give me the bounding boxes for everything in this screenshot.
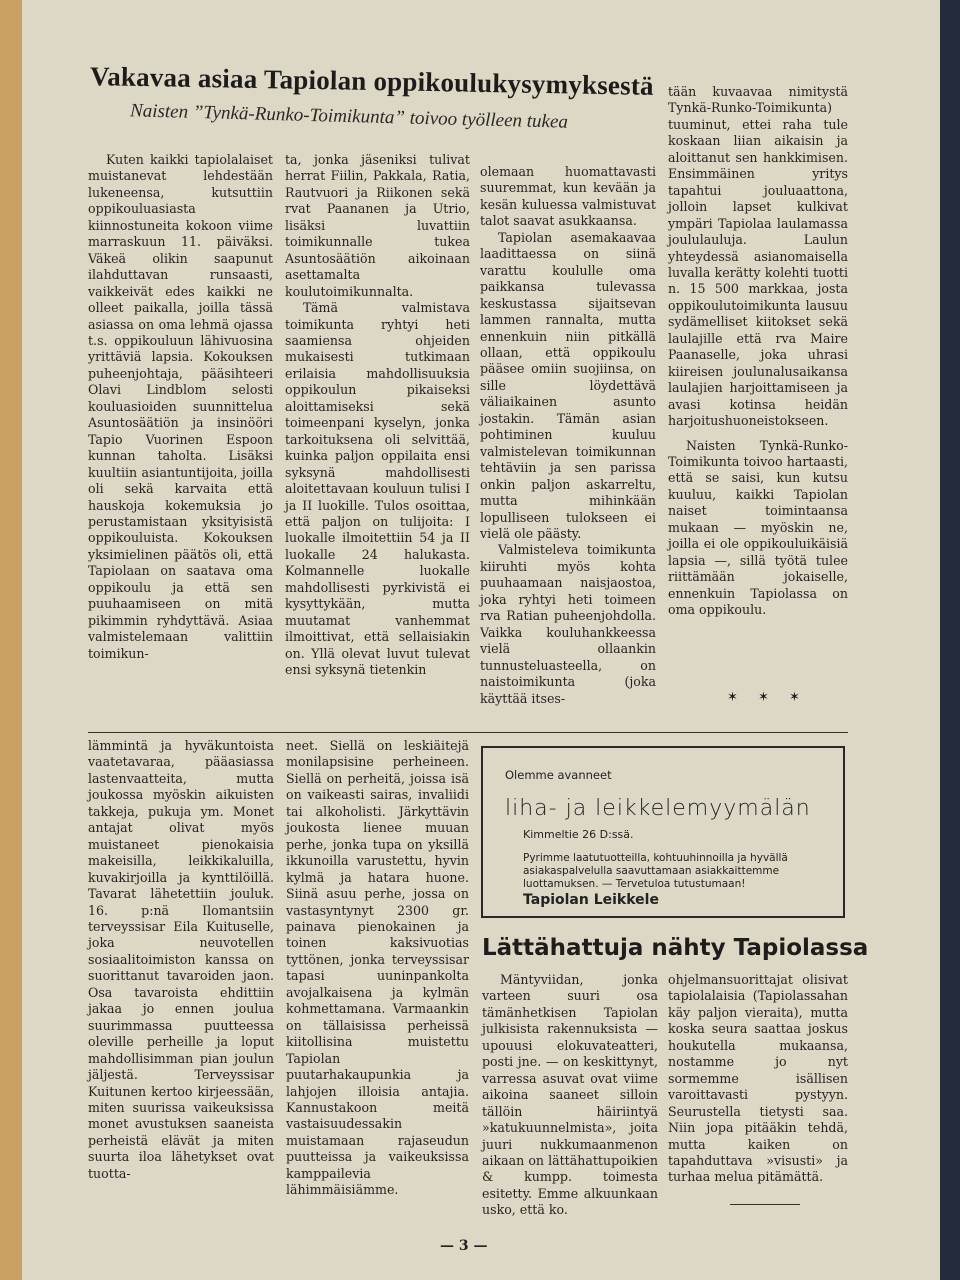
- binding-edge: [940, 0, 960, 1280]
- article3-column-2: [668, 972, 848, 1186]
- paragraph: Naisten Tynkä-Runko-Toimikunta toivoo hartaasti, että se saisi, kun kutsu kuuluu, kaikki Tapiolan naiset toimintaansa mukaan — myöskin ne, joilla ei ole oppikouluikäisiä lapsia —, sillä työtä tulee riittämään jokaiselle, ennenkuin Tapiolassa on oma oppikoulu.: [668, 437, 848, 618]
- paragraph: olemaan huomattavasti suuremmat, kun kevään ja kesän kuluessa valmistuvat talot saavat asukkaansa.: [480, 164, 656, 229]
- page-number: — 3 —: [440, 1238, 488, 1254]
- section-divider: [88, 732, 848, 733]
- paragraph: Tapiolan asemakaavaa laadittaessa on siinä varattu koululle oma paikkansa tulevassa keskustassa sijaitsevan lammen rannalta, mutta ennenkuin niin pitkällä ollaan, että oppikoulu pääsee omiin suojiinsa, on sille löydettävä väliaikainen asunto jostakin. Tämän asian pohtiminen kuuluu valmistelevan toimikunnan tehtäviin ja sen parissa onkin paljon askarreltu, mutta mihinkään lopulliseen tulokseen ei vielä ole päästy.: [480, 229, 656, 541]
- article2-column-1: [88, 738, 274, 1182]
- paragraph: Mäntyviidan, jonka varteen suuri osa tämänhetkisen Tapiolan julkisista rakennuksista — upouusi elokuvateatteri, posti jne. — on keskittynyt, varressa asuvat ovat viime aikoina saaneet silloin tällöin häiriintyä »katukuunnelmista», joita juuri nukkumaanmenon aikaan on lättähattupoikien & kumpp. toimesta esitetty. Emme alkuunkaan usko, että ko.: [482, 972, 658, 1218]
- paragraph: tään kuvaavaa nimitystä Tynkä-Runko-Toimikunta) tuuminut, ettei raha tule koskaan liian aikaisin ja aloittanut sen hankkimisen. Ensimmäinen yritys tapahtui jouluaattona, jolloin lapset kulkivat ympäri Tapiolaa laulamassa joululauluja. Laulun yhteydessä asianomaisella luvalla kerätty kolehti tuotti n. 15 500 markkaa, josta oppikoulutoimikunta lausuu sydämelliset kiitokset sekä laulajille että rva Maire Paanaselle, joka uhrasi kiireisen joulunalusaikansa laulajien harjoittamiseen ja avasi kotinsa heidän harjoitushuoneistokseen.: [668, 84, 848, 429]
- end-rule: [730, 1204, 800, 1205]
- advertisement-box: [481, 746, 845, 918]
- paragraph: ta, jonka jäseniksi tulivat herrat Fiilin, Pakkala, Ratia, Rautvuori ja Riikonen sekä rvat Paananen ja Utrio, lisäksi luvattiin toimikunnalle tukea Asuntosäätiön aikoinaan asettamalta koulutoimikunnalta.: [285, 152, 470, 299]
- article-subtitle: Naisten ”Tynkä-Runko-Toimikunta” toivoo työlleen tukea: [129, 100, 569, 133]
- article3-column-1: [482, 972, 658, 1219]
- section-stars: ✶ ✶ ✶: [727, 690, 808, 705]
- paragraph: Kuten kaikki tapiolalaiset muistanevat lehdestään lukeneensa, kutsuttiin oppikouluasiasta kiinnostuneita kokoon viime marraskuun 11. päiväksi. Väkeä olikin saapunut ilahduttavan runsaasti, vaikkeivät edes kaikki ne olleet paikalla, joilla tässä asiassa on oma lehmä ojassa t.s. oppikouluun lähivuosina yrittäviä lapsia. Kokouksen puheenjohtaja, pääsihteeri Olavi Lindblom selosti kouluasioiden suunnittelua Asuntosäätiön ja insinööri Tapio Vuorinen Espoon kunnan taholta. Lisäksi kuultiin asiantuntijoita, joilla oli sekä karvaita että hauskoja kokemuksia jo perustamistaan yksityisistä oppikouluista. Kokouksen yksimielinen päätös oli, että Tapiolaan on saatava oma oppikoulu ja että sen puuhaamiseen on mitä pikimmin ryhdyttävä. Asiaa valmistelemaan valittiin toimikun-: [88, 152, 273, 661]
- ad-company: Tapiolan Leikkele: [523, 892, 659, 908]
- left-page-edge: [0, 0, 22, 1280]
- article1-column-2: [285, 152, 470, 679]
- article1-column-4: [668, 84, 848, 619]
- article-title: Vakavaa asiaa Tapiolan oppikoulukysymyksestä: [89, 61, 655, 101]
- paragraph: ohjelmansuorittajat olisivat tapiolalaisia (Tapiolassahan käy paljon vieraita), mutta koska seura saattaa joskus houkutella mukaansa, nostamme jo nyt sormemme isällisen varoittavasti pystyyn. Seurustella tietysti saa. Niin jopa pitääkin tehdä, mutta kaiken on tapahduttava »visusti» ja turhaa melua pitämättä.: [668, 972, 848, 1185]
- article1-column-3: [480, 164, 656, 707]
- article2-column-2: [286, 738, 469, 1199]
- article1-column-1: [88, 152, 273, 662]
- paragraph: lämmintä ja hyväkuntoista vaatetavaraa, pääasiassa lastenvaatteita, mutta joukossa myöskin aikuisten takkeja, pukuja ym. Monet antajat olivat myös muistaneet pienokaisia makeisilla, leikkikaluilla, kuvakirjoilla ja kynttilöillä. Tavarat lähetettiin jouluk. 16. p:nä Ilomantsiin terveyssisar Eila Kuituselle, joka neuvotellen sosiaalitoimiston kanssa on suorittanut tavaroiden jaon. Osa tavaroista ehdittiin jakaa jo ennen joulua suurimmassa puutteessa oleville perheille ja loput mahdollisimman pian joulun jäljestä. Terveyssisar Kuitunen kertoo kirjeessään, miten suurissa vaikeuksissa monet avustuksen saaneista perheistä elävät ja miten suurta iloa lähetykset ovat tuotta-: [88, 738, 274, 1181]
- ad-intro: Olemme avanneet: [505, 768, 612, 782]
- paragraph: Tämä valmistava toimikunta ryhtyi heti saamiensa ohjeiden mukaisesti tutkimaan erilaisia mahdollisuuksia oppikoulun pikaiseksi aloittamiseksi sekä toimeenpani kyselyn, jonka tarkoituksena oli selvittää, kuinka paljon oppilaita ensi syksynä mahdollisesti aloitettavaan kouluun tulisi I ja II luokille. Tulos osoittaa, että paljon on tulijoita: I luokalle ilmoitettiin 54 ja II luokalle 24 halukasta. Kolmannelle luokalle mahdollisesti pyrkivistä ei kysyttykään, mutta muutamat vanhemmat ilmoittivat, että sellaisiakin on. Yllä olevat luvut tulevat ensi syksynä tietenkin: [285, 300, 470, 678]
- ad-headline: liha- ja leikkelemyymälän: [505, 796, 811, 821]
- ad-body: Pyrimme laatutuotteilla, kohtuuhinnoilla ja hyvällä asiakaspalvelulla saavuttamaan asiakkaittemme luottamuksen. — Tervetuloa tutustumaan!: [523, 852, 788, 891]
- article3-title: Lättähattuja nähty Tapiolassa: [482, 935, 869, 961]
- ad-address: Kimmeltie 26 D:ssä.: [523, 828, 634, 841]
- paragraph: Valmisteleva toimikunta kiiruhti myös kohta puuhaamaan naisjaostoa, joka ryhtyi heti toimeen rva Ratian puheenjohdolla. Vaikka kouluhankkeessa vielä ollaankin tunnusteluasteella, on naistoimikunta (joka käyttää itses-: [480, 542, 656, 706]
- paragraph: neet. Siellä on leskiäitejä monilapsisine perheineen. Siellä on perheitä, joissa isä on vaikeasti sairas, invaliidi tai alkoholisti. Järkyttävin joukosta lienee muuan perhe, jonka tupa on yksillä ikkunoilla varustettu, hyvin kylmä ja hatara huone. Siinä asuu perhe, jossa on vastasyntynyt 2300 gr. painava pienokainen ja toinen kaksivuotias tyttönen, jonka terveyssisar tapasi uuninpankolta avojalkaisena ja kylmän kohmettamana. Varmaankin on tällaisissa perheissä kiitollisina muistettu Tapiolan puutarhakaupunkia ja lahjojen illoisia antajia. Kannustakoon meitä vastaisuudessakin muistamaan rajaseudun puutteissa ja vaikeuksissa kamppailevia lähimmäisiämme.: [286, 738, 469, 1198]
